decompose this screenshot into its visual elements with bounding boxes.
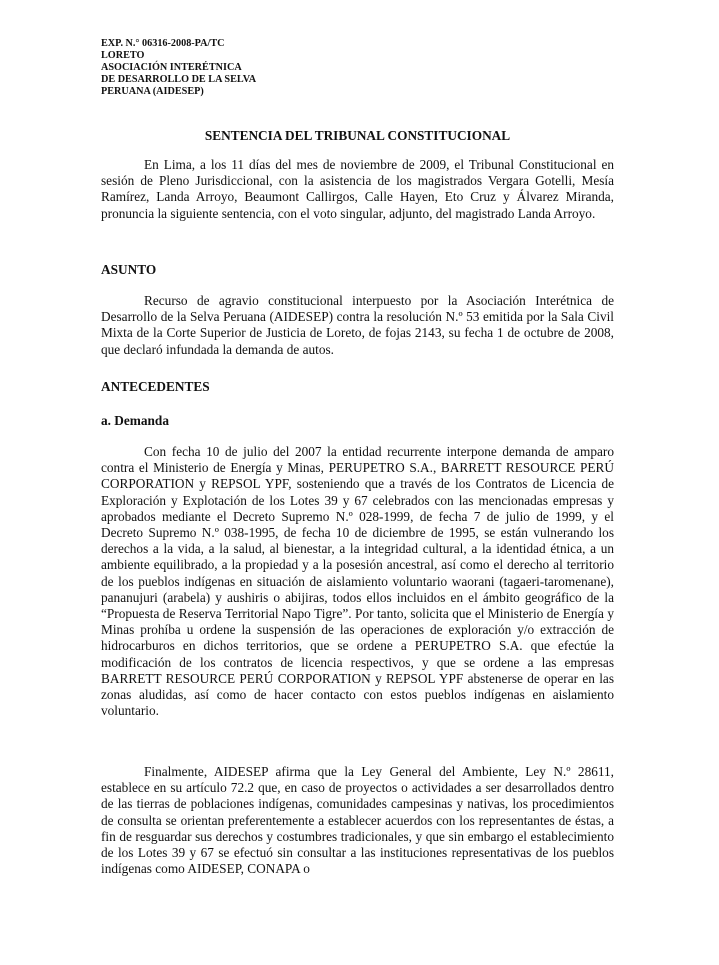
case-region: LORETO [101,50,145,61]
demanda-paragraph-2: Finalmente, AIDESEP afirma que la Ley General del Ambiente, Ley N.º 28611, establece en su artículo 72.2 que, en caso de proyectos o actividades a ser desarrollados dentro de las tierras de poblaciones indígenas, comunidades campesinas y nativas, los procedimientos de consulta se orientan preferentemente a establecer acuerdos con los representantes de éstas, a fin de resguardar sus derechos y costumbres tradicionales, y que sin embargo el establecimiento de los Lotes 39 y 67 se efectuó sin consultar a las instituciones representativas de los pueblos indígenas como AIDESEP, CONAPA o [101,764,614,877]
case-number: EXP. N.° 06316-2008-PA/TC [101,38,225,49]
case-party-line-3: PERUANA (AIDESEP) [101,86,204,97]
case-party-line-2: DE DESARROLLO DE LA SELVA [101,74,257,85]
document-title: SENTENCIA DEL TRIBUNAL CONSTITUCIONAL [204,128,511,143]
asunto-paragraph: Recurso de agravio constitucional interpuesto por la Asociación Interétnica de Desarrollo de la Selva Peruana (AIDESEP) contra la resolución N.º 53 emitida por la Sala Civil Mixta de la Corte Superior de Justicia de Loreto, de fojas 2143, su fecha 1 de octubre de 2008, que declaró infundada la demanda de autos. [101,293,614,357]
intro-paragraph: En Lima, a los 11 días del mes de noviembre de 2009, el Tribunal Constitucional en sesión de Pleno Jurisdiccional, con la asistencia de los magistrados Vergara Gotelli, Mesía Ramírez, Landa Arroyo, Beaumont Callirgos, Calle Hayen, Eto Cruz y Álvarez Miranda, pronuncia la siguiente sentencia, con el voto singular, adjunto, del magistrado Landa Arroyo. [101,157,614,221]
case-header [101,38,256,98]
case-party-line-1: ASOCIACIÓN INTERÉTNICA [101,62,242,73]
asunto-heading: ASUNTO [101,262,157,277]
demanda-subheading: a. Demanda [101,413,169,428]
demanda-paragraph-1: Con fecha 10 de julio del 2007 la entidad recurrente interpone demanda de amparo contra el Ministerio de Energía y Minas, PERUPETRO S.A., BARRETT RESOURCE PERÚ CORPORATION y REPSOL YPF, sosteniendo que a través de los Contratos de Licencia de Exploración y Explotación de los Lotes 39 y 67 celebrados con las mencionadas empresas y aprobados mediante el Decreto Supremo N.º 028-1999, de fecha 7 de julio de 1999, y el Decreto Supremo N.º 038-1995, de fecha 10 de diciembre de 1995, se están vulnerando los derechos a la vida, a la salud, al bienestar, a la integridad cultural, a la identidad étnica, a un ambiente equilibrado, a la propiedad y a la posesión ancestral, así como el derecho al territorio de los pueblos indígenas en situación de aislamiento voluntario waorani (tagaeri-taromenane), pananujuri (arabela) y aushiris o abijiras, todos ellos incluidos en el ámbito geográfico de la “Propuesta de Reserva Territorial Napo Tigre”. Por tanto, solicita que el Ministerio de Energía y Minas prohíba u ordene la suspensión de las operaciones de exploración y/o extracción de hidrocarburos en dichos territorios, que se ordene a PERUPETRO S.A. que efectúe la modificación de los contratos de licencia respectivos, y que se ordene a las empresas BARRETT RESOURCE PERÚ CORPORATION y REPSOL YPF abstenerse de operar en las zonas aludidas, así como de hacer contacto con estos pueblos indígenas en aislamiento voluntario. [101,444,614,719]
antecedentes-heading: ANTECEDENTES [101,379,210,394]
